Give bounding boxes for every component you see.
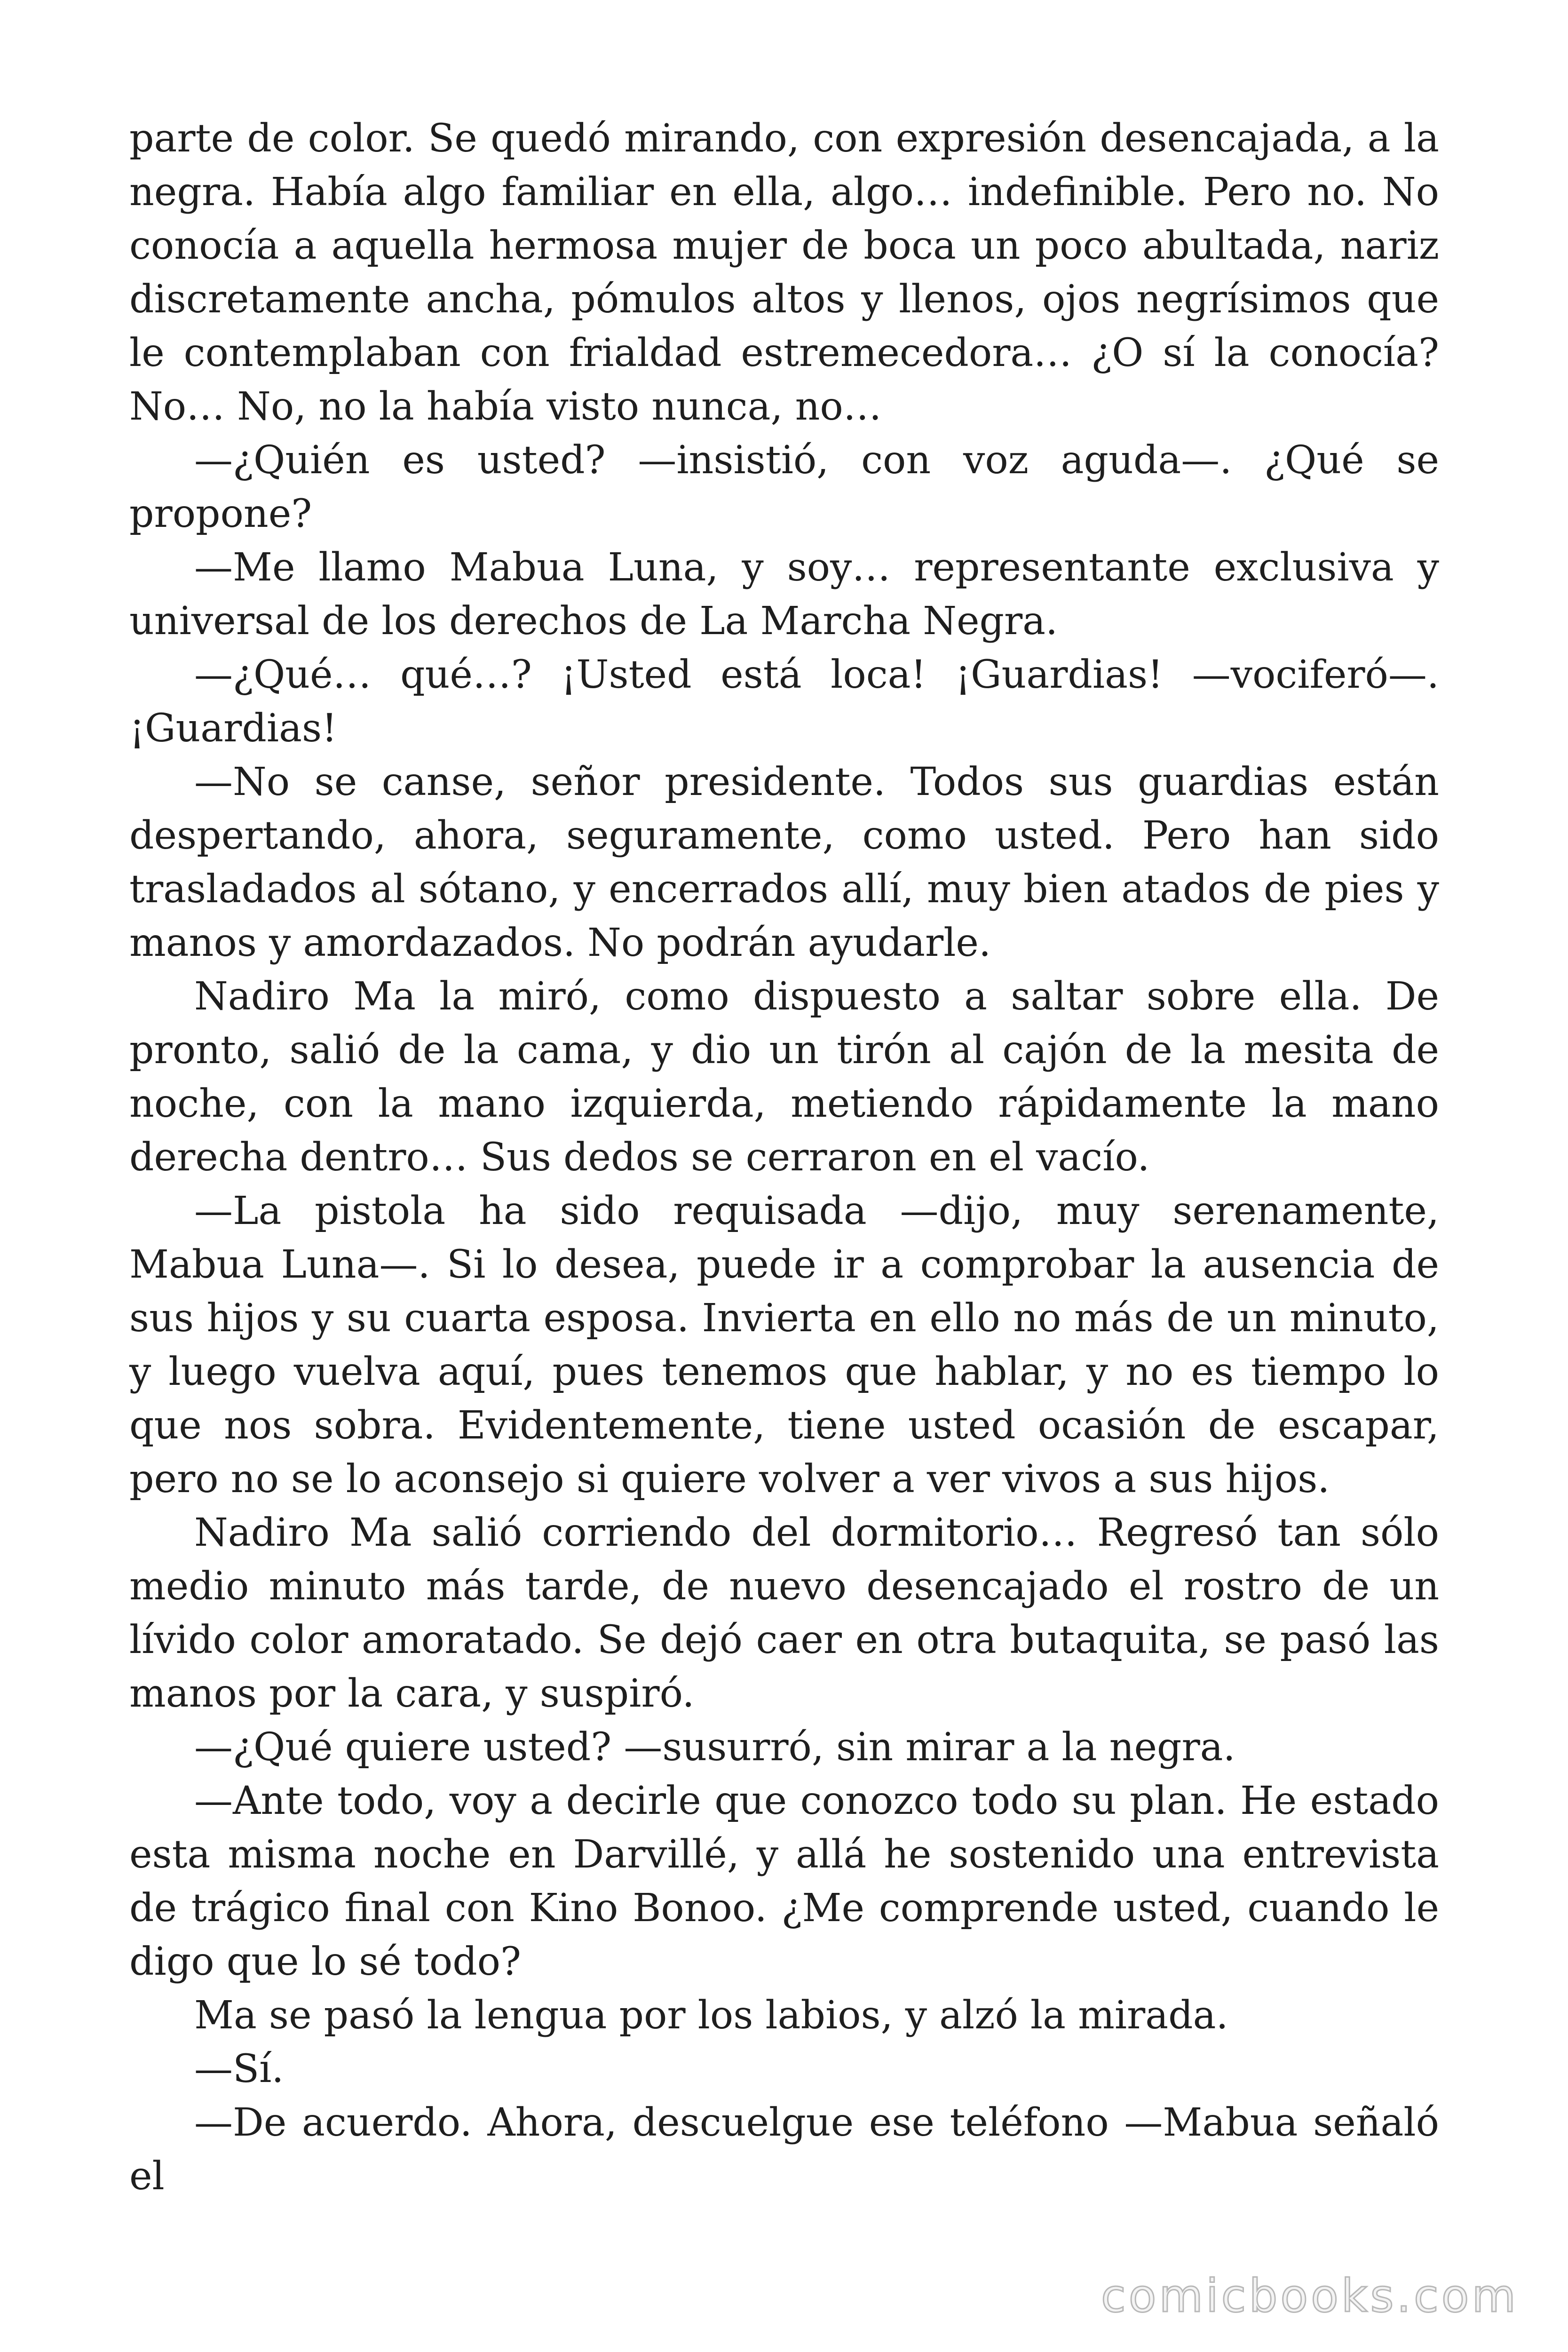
paragraph-2: —¿Quién es usted? —insistió, con voz aguda—. ¿Qué se propone? — [129, 438, 1439, 536]
paragraph-13: —De acuerdo. Ahora, descuelgue ese teléfono —Mabua señaló el — [129, 2100, 1439, 2199]
paragraph-10: —Ante todo, voy a decirle que conozco todo su plan. He estado esta misma noche en Darvillé, y allá he sostenido una entrevista de trágico final con Kino Bonoo. ¿Me comprende usted, cuando le digo que lo sé todo? — [129, 1779, 1439, 1984]
paragraph-9: —¿Qué quiere usted? —susurró, sin mirar a la negra. — [194, 1725, 1235, 1770]
paragraph-4: —¿Qué… qué…? ¡Usted está loca! ¡Guardias! —vociferó—. ¡Guardias! — [129, 652, 1439, 751]
paragraph-3: —Me llamo Mabua Luna, y soy… representante exclusiva y universal de los derechos de La Marcha Negra. — [129, 545, 1439, 644]
paragraph-11: Ma se pasó la lengua por los labios, y alzó la mirada. — [194, 1993, 1228, 2038]
paragraph-12: —Sí. — [194, 2047, 284, 2091]
page-text — [129, 112, 1439, 2203]
paragraph-7: —La pistola ha sido requisada —dijo, muy serenamente, Mabua Luna—. Si lo desea, puede ir a comprobar la ausencia de sus hijos y su cuarta esposa. Invierta en ello no más de un minuto, y luego vuelva aquí, pues tenemos que hablar, y no es tiempo lo que nos sobra. Evidentemente, tiene usted ocasión de escapar, pero no se lo aconsejo si quiere volver a ver vivos a sus hijos. — [129, 1189, 1439, 1502]
paragraph-8: Nadiro Ma salió corriendo del dormitorio… Regresó tan sólo medio minuto más tarde, de nuevo desencajado el rostro de un lívido color amoratado. Se dejó caer en otra butaquita, se pasó las manos por la cara, y suspiró. — [129, 1510, 1439, 1716]
paragraph-6: Nadiro Ma la miró, como dispuesto a saltar sobre ella. De pronto, salió de la cama, y dio un tirón al cajón de la mesita de noche, con la mano izquierda, metiendo rápidamente la mano derecha dentro… Sus dedos se cerraron en el vacío. — [129, 974, 1439, 1180]
paragraph-1: parte de color. Se quedó mirando, con expresión desencajada, a la negra. Había algo familiar en ella, algo… indefinible. Pero no. No conocía a aquella hermosa mujer de boca un poco abultada, nariz discretamente ancha, pómulos altos y llenos, ojos negrísimos que le contemplaban con frialdad estremecedora… ¿O sí la conocía? No… No, no la había visto nunca, no… — [129, 116, 1439, 429]
watermark: comicbooks.com — [1101, 2270, 1519, 2322]
paragraph-5: —No se canse, señor presidente. Todos sus guardias están despertando, ahora, seguramente, como usted. Pero han sido trasladados al sótano, y encerrados allí, muy bien atados de pies y manos y amordazados. No podrán ayudarle. — [129, 760, 1439, 965]
